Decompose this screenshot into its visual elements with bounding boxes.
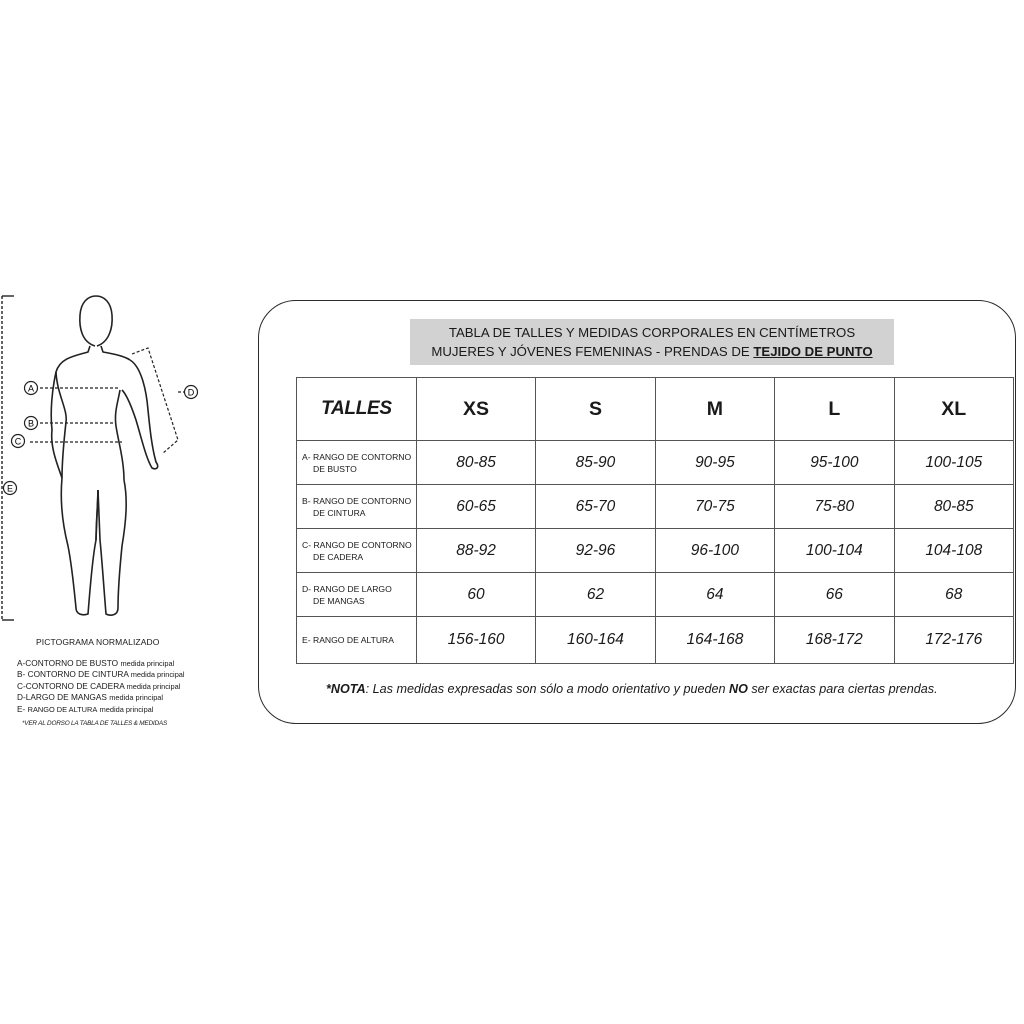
header-size-s: S xyxy=(536,378,655,441)
row-label-line2: DE CINTURA xyxy=(313,507,366,518)
header-size-m: M xyxy=(655,378,774,441)
table-cell: 85-90 xyxy=(536,441,655,485)
marker-a xyxy=(25,382,38,395)
table-cell: 68 xyxy=(894,573,1013,617)
legend-label: CONTORNO DE CINTURA xyxy=(27,669,129,680)
table-cell: 172-176 xyxy=(894,617,1013,664)
size-table xyxy=(296,377,1014,664)
table-cell: 95-100 xyxy=(775,441,894,485)
row-label-line1: E- RANGO DE ALTURA xyxy=(302,635,395,645)
height-bracket xyxy=(2,296,14,620)
row-label-line1: D- RANGO DE LARGO xyxy=(302,583,392,594)
table-cell: 70-75 xyxy=(655,485,774,529)
note-emphasis: NO xyxy=(729,682,748,696)
table-cell: 160-164 xyxy=(536,617,655,664)
table-cell: 164-168 xyxy=(655,617,774,664)
table-row-sleeve xyxy=(297,573,1014,617)
row-label xyxy=(297,529,417,573)
legend-label: LARGO DE MANGAS xyxy=(25,692,107,703)
table-cell: 80-85 xyxy=(894,485,1013,529)
pictogram-footnote: *VER AL DORSO LA TABLA DE TALLES & MEDIDAS xyxy=(22,720,168,727)
legend-note: medida principal xyxy=(99,704,154,714)
legend-note: medida principal xyxy=(109,693,164,703)
table-row-hip xyxy=(297,529,1014,573)
legend-item xyxy=(17,658,185,669)
pictogram-legend xyxy=(17,658,185,715)
body-pictogram xyxy=(0,290,215,630)
note-text: : Las medidas expresadas son sólo a modo orientativo y pueden xyxy=(365,682,729,696)
table-cell: 100-105 xyxy=(894,441,1013,485)
table-header-row xyxy=(297,378,1014,441)
table-title-line1: TABLA DE TALLES Y MEDIDAS CORPORALES EN CENTÍMETROS xyxy=(448,325,856,340)
legend-item xyxy=(17,681,185,692)
svg-text:E: E xyxy=(6,483,14,494)
table-row-height xyxy=(297,617,1014,664)
disclaimer-note xyxy=(326,682,938,696)
legend-code: C- xyxy=(17,680,26,691)
table-cell: 104-108 xyxy=(894,529,1013,573)
table-cell: 168-172 xyxy=(775,617,894,664)
row-label-line2: DE CADERA xyxy=(313,551,364,562)
legend-note: medida principal xyxy=(126,681,181,691)
table-cell: 60-65 xyxy=(416,485,535,529)
legend-item xyxy=(17,692,185,703)
row-label-line1: A- RANGO DE CONTORNO xyxy=(302,451,412,462)
row-label xyxy=(297,573,417,617)
header-size-xs: XS xyxy=(416,378,535,441)
note-prefix: *NOTA xyxy=(326,682,366,696)
row-label-line1: C- RANGO DE CONTORNO xyxy=(302,539,412,550)
body-outline xyxy=(51,296,157,615)
marker-e xyxy=(4,482,17,495)
svg-text:B: B xyxy=(27,418,35,429)
table-cell: 80-85 xyxy=(416,441,535,485)
table-cell: 60 xyxy=(416,573,535,617)
legend-label: CONTORNO DE BUSTO xyxy=(25,658,119,668)
table-cell: 62 xyxy=(536,573,655,617)
table-cell: 96-100 xyxy=(655,529,774,573)
table-cell: 88-92 xyxy=(416,529,535,573)
row-label-line1: B- RANGO DE CONTORNO xyxy=(302,495,412,506)
table-row-waist xyxy=(297,485,1014,529)
pictogram-title: PICTOGRAMA NORMALIZADO xyxy=(36,637,160,647)
table-cell: 156-160 xyxy=(416,617,535,664)
table-cell: 66 xyxy=(775,573,894,617)
legend-code: D- xyxy=(17,692,26,703)
header-size-l: L xyxy=(775,378,894,441)
table-cell: 100-104 xyxy=(775,529,894,573)
sleeve-indicator xyxy=(132,348,178,454)
row-label xyxy=(297,485,417,529)
table-title-emphasis: TEJIDO DE PUNTO xyxy=(753,344,873,359)
marker-b xyxy=(25,417,38,430)
svg-text:D: D xyxy=(187,387,195,398)
note-text-end: ser exactas para ciertas prendas. xyxy=(747,682,938,696)
table-cell: 90-95 xyxy=(655,441,774,485)
legend-item xyxy=(17,704,185,715)
legend-item xyxy=(17,669,185,680)
legend-code: A- xyxy=(17,658,26,668)
row-label-line2: DE BUSTO xyxy=(313,463,357,474)
marker-d xyxy=(185,386,198,399)
legend-label: RANGO DE ALTURA xyxy=(27,704,98,714)
legend-note: medida principal xyxy=(130,670,185,680)
header-size-xl: XL xyxy=(894,378,1013,441)
marker-c xyxy=(12,435,25,448)
table-title-line2 xyxy=(410,342,894,361)
table-row-bust xyxy=(297,441,1014,485)
header-talles: TALLES xyxy=(297,378,417,441)
table-cell: 92-96 xyxy=(536,529,655,573)
svg-text:A: A xyxy=(27,383,35,394)
table-title-line2-prefix: MUJERES Y JÓVENES FEMENINAS - PRENDAS DE xyxy=(431,344,754,359)
table-cell: 64 xyxy=(655,573,774,617)
legend-label: CONTORNO DE CADERA xyxy=(25,680,125,691)
row-label xyxy=(297,441,417,485)
table-cell: 75-80 xyxy=(775,485,894,529)
legend-note: medida principal xyxy=(120,659,175,668)
table-title xyxy=(410,319,894,365)
legend-code: B- xyxy=(17,669,26,680)
row-label xyxy=(297,617,417,664)
row-label-line2: DE MANGAS xyxy=(313,595,365,606)
legend-code: E- xyxy=(17,703,26,714)
table-cell: 65-70 xyxy=(536,485,655,529)
svg-text:C: C xyxy=(14,436,22,447)
